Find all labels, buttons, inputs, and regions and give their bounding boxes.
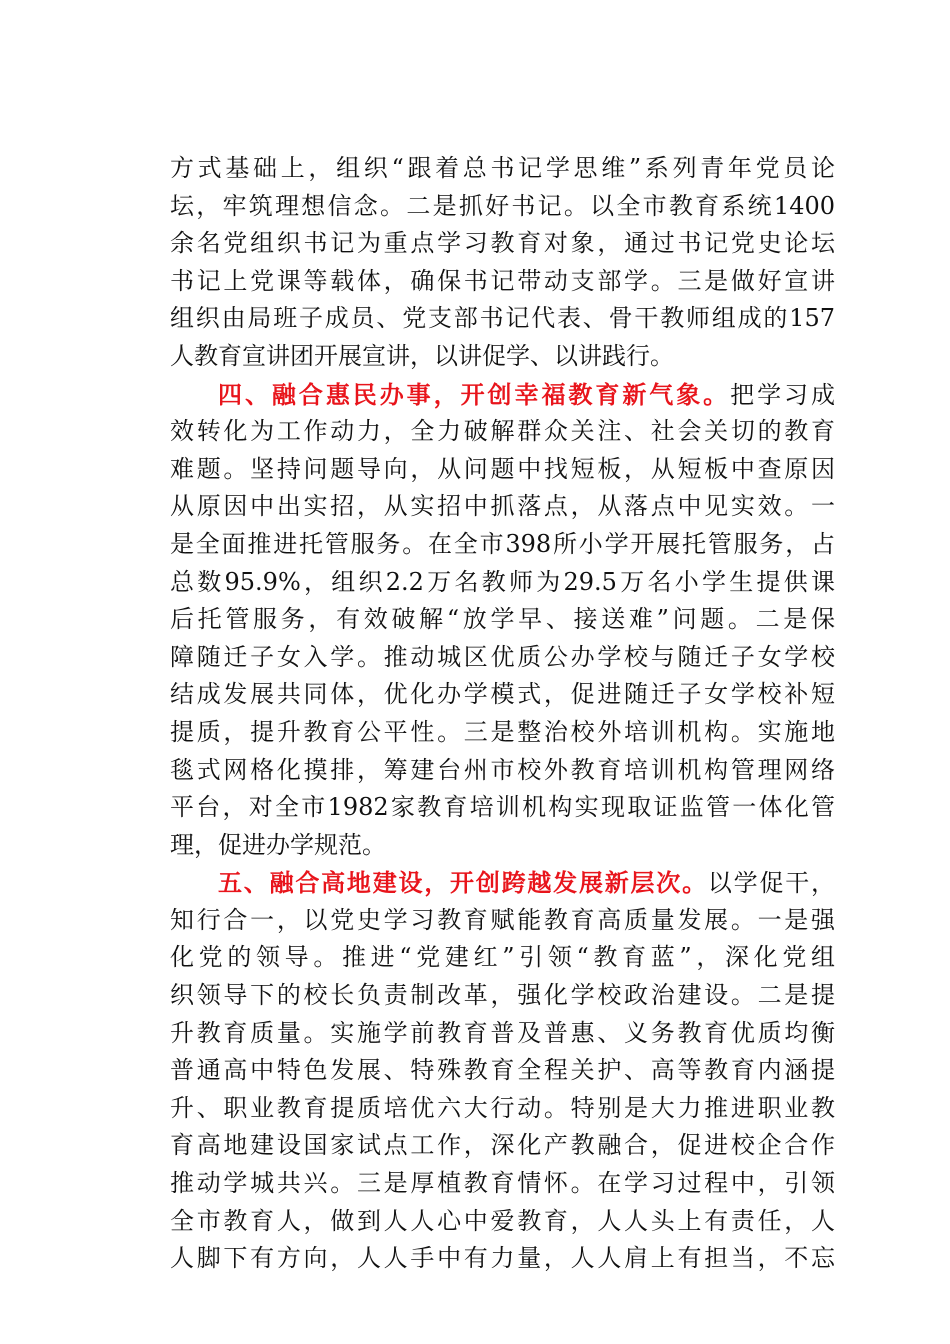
text-line: 普通高中特色发展、特殊教育全程关护、高等教育内涵提	[170, 1056, 835, 1085]
text-line: 是全面推进托管服务。在全市398所小学开展托管服务，占	[170, 529, 835, 558]
text-line: 坛，牢筑理想信念。二是抓好书记。以全市教育系统1400	[170, 191, 835, 220]
section-4-first-line	[170, 376, 835, 414]
paragraph-1	[170, 150, 835, 376]
section-5-first-line-text: 以学促干，	[707, 869, 836, 898]
text-line: 总数95.9%，组织2.2万名教师为29.5万名小学生提供课	[170, 567, 835, 596]
section-5	[170, 864, 835, 1278]
text-line: 难题。坚持问题导向，从问题中找短板，从短板中查原因	[170, 454, 835, 483]
text-line: 后托管服务，有效破解“放学早、接送难”问题。二是保	[170, 605, 835, 634]
section-4	[170, 376, 835, 865]
text-line: 升教育质量。实施学前教育普及普惠、义务教育优质均衡	[170, 1018, 835, 1047]
text-line: 育高地建设国家试点工作，深化产教融合，促进校企合作	[170, 1131, 835, 1160]
section-5-heading: 五、融合高地建设，开创跨越发展新层次。	[218, 868, 708, 898]
text-line: 余名党组织书记为重点学习教育对象，通过书记党史论坛	[170, 229, 835, 258]
text-line: 全市教育人，做到人人心中爱教育，人人头上有责任，人	[170, 1206, 835, 1235]
text-line: 提质，提升教育公平性。三是整治校外培训机构。实施地	[170, 717, 835, 746]
text-line: 结成发展共同体，优化办学模式，促进随迁子女学校补短	[170, 680, 835, 709]
text-line: 推动学城共兴。三是厚植教育情怀。在学习过程中，引领	[170, 1169, 835, 1198]
text-line: 升、职业教育提质培优六大行动。特别是大力推进职业教	[170, 1093, 835, 1122]
text-line: 人脚下有方向，人人手中有力量，人人肩上有担当，不忘	[170, 1244, 835, 1273]
text-line: 平台，对全市1982家教育培训机构实现取证监管一体化管	[170, 793, 835, 822]
text-line: 书记上党课等载体，确保书记带动支部学。三是做好宣讲	[170, 266, 835, 295]
text-line: 障随迁子女入学。推动城区优质公办学校与随迁子女学校	[170, 642, 835, 671]
section-4-first-line-text: 把学习成	[730, 380, 836, 409]
section-5-first-line	[170, 864, 835, 902]
text-line: 织领导下的校长负责制改革，强化学校政治建设。二是提	[170, 981, 835, 1010]
text-line: 方式基础上，组织“跟着总书记学思维”系列青年党员论	[170, 154, 835, 182]
text-line: 毯式网格化摸排，筹建台州市校外教育培训机构管理网络	[170, 755, 835, 784]
text-line: 组织由局班子成员、党支部书记代表、骨干教师组成的157	[170, 304, 835, 333]
text-line: 知行合一，以党史学习教育赋能教育高质量发展。一是强	[170, 905, 835, 934]
text-line: 理，促进办学规范。	[170, 830, 386, 859]
text-line: 人教育宣讲团开展宣讲，以讲促学、以讲践行。	[170, 341, 674, 370]
section-4-heading: 四、融合惠民办事，开创幸福教育新气象。	[218, 379, 731, 409]
document-page	[170, 150, 835, 1278]
text-line: 从原因中出实招，从实招中抓落点，从落点中见实效。一	[170, 492, 835, 521]
text-line: 效转化为工作动力，全力破解群众关注、社会关切的教育	[170, 417, 835, 446]
text-line: 化党的领导。推进“党建红”引领“教育蓝”，深化党组	[170, 943, 835, 972]
